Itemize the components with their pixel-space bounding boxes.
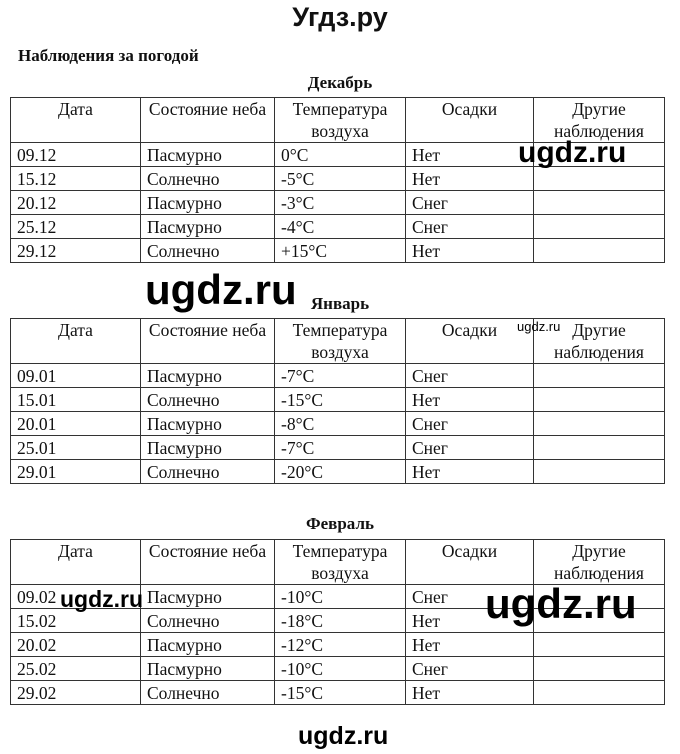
table-cell: [534, 239, 665, 263]
table-cell: 29.12: [11, 239, 141, 263]
table-cell: Пасмурно: [141, 364, 275, 388]
column-header: Состояние неба: [141, 540, 275, 585]
table-cell: [534, 681, 665, 705]
table-cell: -20°C: [275, 460, 406, 484]
table-cell: -15°C: [275, 388, 406, 412]
table-cell: 25.12: [11, 215, 141, 239]
table-cell: [534, 215, 665, 239]
table-cell: [534, 657, 665, 681]
table-cell: Солнечно: [141, 239, 275, 263]
table-cell: Снег: [406, 436, 534, 460]
table-cell: -3°C: [275, 191, 406, 215]
table-cell: 20.01: [11, 412, 141, 436]
table-row: [11, 460, 665, 484]
table-cell: Нет: [406, 460, 534, 484]
table-cell: Нет: [406, 681, 534, 705]
table-cell: [534, 633, 665, 657]
table-cell: 20.02: [11, 633, 141, 657]
table-cell: -7°C: [275, 364, 406, 388]
table-cell: Нет: [406, 388, 534, 412]
column-header: Температура воздуха: [275, 319, 406, 364]
table-cell: -18°C: [275, 609, 406, 633]
table-cell: Солнечно: [141, 167, 275, 191]
weather-table: [10, 97, 665, 263]
table-cell: [534, 167, 665, 191]
column-header: Другие наблюдения: [534, 540, 665, 585]
watermark: ugdz.ru: [517, 319, 561, 334]
table-cell: Пасмурно: [141, 215, 275, 239]
table-header-row: [11, 319, 665, 364]
table-row: [11, 239, 665, 263]
table-cell: 09.01: [11, 364, 141, 388]
table-row: [11, 436, 665, 460]
column-header: Температура воздуха: [275, 540, 406, 585]
month-title: Январь: [310, 294, 370, 313]
table-cell: Пасмурно: [141, 412, 275, 436]
table-cell: Снег: [406, 191, 534, 215]
table-cell: Снег: [406, 412, 534, 436]
table-cell: Пасмурно: [141, 633, 275, 657]
table-cell: [534, 388, 665, 412]
column-header: Состояние неба: [141, 98, 275, 143]
table-cell: Солнечно: [141, 388, 275, 412]
table-cell: 25.01: [11, 436, 141, 460]
table-cell: Пасмурно: [141, 436, 275, 460]
column-header: Температура воздуха: [275, 98, 406, 143]
table-cell: Нет: [406, 633, 534, 657]
watermark: ugdz.ru: [60, 586, 144, 612]
table-row: [11, 633, 665, 657]
table-cell: 15.02: [11, 609, 141, 633]
table-cell: Нет: [406, 167, 534, 191]
column-header: Другие наблюдения: [534, 98, 665, 143]
table-row: [11, 167, 665, 191]
table-cell: Нет: [406, 239, 534, 263]
document-heading: Наблюдения за погодой: [18, 46, 199, 65]
table-cell: Солнечно: [141, 460, 275, 484]
table-cell: 15.01: [11, 388, 141, 412]
table-cell: Снег: [406, 364, 534, 388]
table-cell: Солнечно: [141, 609, 275, 633]
table-row: [11, 681, 665, 705]
column-header: Дата: [11, 319, 141, 364]
table-row: [11, 412, 665, 436]
watermark: ugdz.ru: [298, 722, 389, 750]
table-cell: [534, 460, 665, 484]
table-cell: 09.02: [11, 585, 141, 609]
table-header-row: [11, 540, 665, 585]
table-cell: -10°C: [275, 585, 406, 609]
table-cell: -12°C: [275, 633, 406, 657]
table-cell: Пасмурно: [141, 585, 275, 609]
column-header: Другие наблюдения: [534, 319, 665, 364]
site-title: Угдз.ру: [292, 2, 388, 32]
table-cell: 20.12: [11, 191, 141, 215]
table-cell: -5°C: [275, 167, 406, 191]
table-cell: -15°C: [275, 681, 406, 705]
table-cell: Пасмурно: [141, 143, 275, 167]
column-header: Дата: [11, 540, 141, 585]
table-cell: 0°C: [275, 143, 406, 167]
table-row: [11, 388, 665, 412]
table-cell: Снег: [406, 657, 534, 681]
column-header: Дата: [11, 98, 141, 143]
table-cell: 29.01: [11, 460, 141, 484]
table-cell: Снег: [406, 215, 534, 239]
table-cell: Снег: [406, 585, 534, 609]
table-cell: -4°C: [275, 215, 406, 239]
table-cell: -10°C: [275, 657, 406, 681]
table-cell: [534, 436, 665, 460]
column-header: Осадки: [406, 98, 534, 143]
month-title: Декабрь: [307, 73, 373, 92]
table-row: [11, 364, 665, 388]
table-cell: 09.12: [11, 143, 141, 167]
table-cell: [534, 364, 665, 388]
table-cell: +15°C: [275, 239, 406, 263]
table-row: [11, 191, 665, 215]
table-cell: Нет: [406, 609, 534, 633]
table-cell: Пасмурно: [141, 191, 275, 215]
table-cell: 15.12: [11, 167, 141, 191]
table-cell: 25.02: [11, 657, 141, 681]
table-cell: Нет: [406, 143, 534, 167]
table-row: [11, 215, 665, 239]
table-cell: 29.02: [11, 681, 141, 705]
table-cell: -7°C: [275, 436, 406, 460]
table-cell: [534, 412, 665, 436]
table-row: [11, 657, 665, 681]
column-header: Осадки: [406, 540, 534, 585]
column-header: Состояние неба: [141, 319, 275, 364]
column-header: Осадки: [406, 319, 534, 364]
table-cell: Пасмурно: [141, 657, 275, 681]
watermark: ugdz.ru: [518, 136, 627, 169]
month-title: Февраль: [306, 514, 374, 533]
table-cell: -8°C: [275, 412, 406, 436]
watermark: ugdz.ru: [145, 266, 297, 313]
table-cell: [534, 191, 665, 215]
watermark: ugdz.ru: [485, 580, 637, 627]
table-cell: Солнечно: [141, 681, 275, 705]
weather-table: [10, 318, 665, 484]
